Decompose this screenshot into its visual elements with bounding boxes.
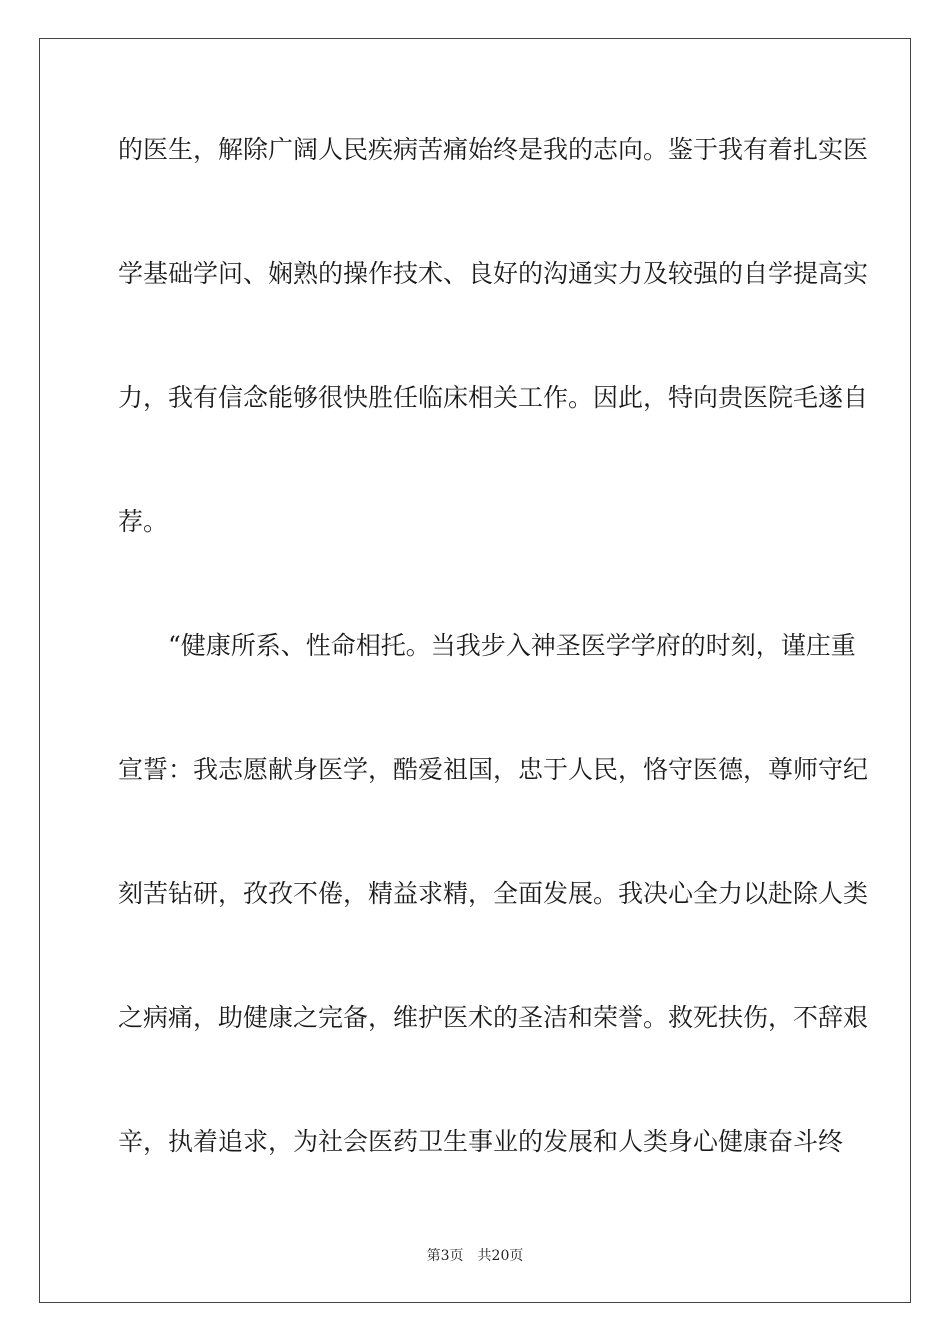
body-line-7: 刻苦钻研，孜孜不倦，精益求精，全面发展。我决心全力以赴除人类 [118, 879, 869, 908]
body-line-3: 力，我有信念能够很快胜任临床相关工作。因此，特向贵医院毛遂自 [118, 383, 869, 412]
page-footer [0, 1246, 950, 1266]
page-border [39, 38, 911, 1303]
body-line-5: “健康所系、性命相托。当我步入神圣医学学府的时刻，谨庄重 [168, 631, 856, 660]
body-line-4: 荐。 [118, 507, 169, 536]
page-total: 共20页 [477, 1248, 524, 1264]
body-line-8: 之病痛，助健康之完备，维护医术的圣洁和荣誉。救死扶伤，不辞艰 [118, 1003, 869, 1032]
body-line-2: 学基础学问、娴熟的操作技术、良好的沟通实力及较强的自学提高实 [118, 259, 869, 288]
body-line-1: 的医生，解除广阔人民疾病苦痛始终是我的志向。鉴于我有着扎实医 [118, 135, 869, 164]
body-line-9: 辛，执着追求，为社会医药卫生事业的发展和人类身心健康奋斗终 [118, 1127, 844, 1156]
body-line-6: 宣誓：我志愿献身医学，酷爱祖国，忠于人民，恪守医德，尊师守纪 [118, 755, 869, 784]
page-number: 第3页 [426, 1248, 464, 1264]
